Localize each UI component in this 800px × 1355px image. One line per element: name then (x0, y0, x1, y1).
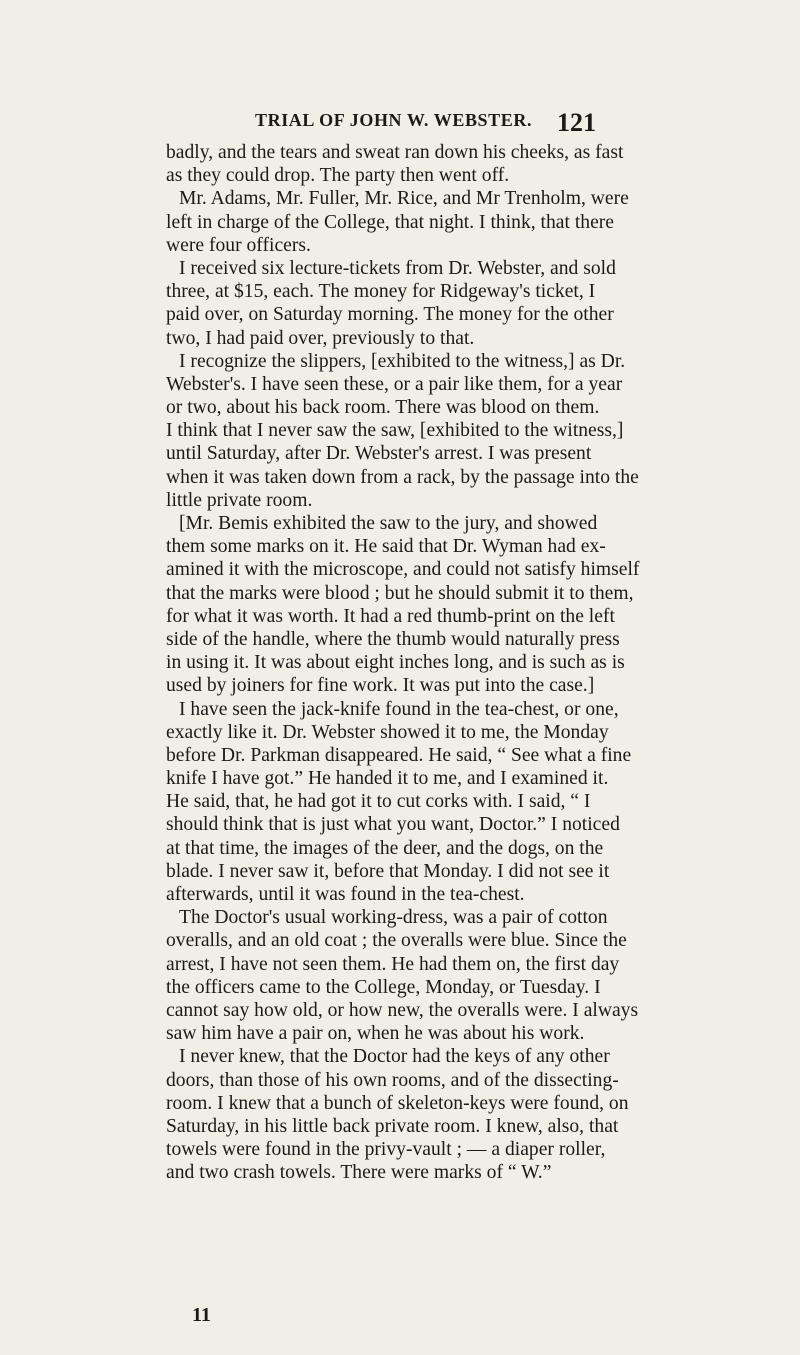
text-line: left in charge of the College, that night. I think, that there (166, 211, 614, 233)
text-line: room. I knew that a bunch of skeleton-keys were found, on (166, 1092, 629, 1114)
text-line: two, I had paid over, previously to that. (166, 327, 475, 349)
text-line: doors, than those of his own rooms, and of the dissecting- (166, 1069, 619, 1091)
text-line: knife I have got.” He handed it to me, and I examined it. (166, 768, 609, 790)
running-head (0, 108, 800, 138)
text-line: paid over, on Saturday morning. The money for the other (166, 304, 614, 326)
text-line: I received six lecture-tickets from Dr. Webster, and sold (179, 257, 616, 279)
body-text (166, 141, 652, 1184)
text-line: blade. I never saw it, before that Monday. I did not see it (166, 860, 610, 882)
text-line: Saturday, in his little back private room. I knew, also, that (166, 1115, 619, 1137)
text-line: exactly like it. Dr. Webster showed it to me, the Monday (166, 721, 609, 743)
text-line: them some marks on it. He said that Dr. Wyman had ex- (166, 536, 606, 558)
text-line: I think that I never saw the saw, [exhibited to the witness,] (166, 420, 624, 442)
text-line: used by joiners for fine work. It was put into the case.] (166, 675, 595, 697)
text-line: little private room. (166, 489, 313, 511)
text-line: three, at $15, each. The money for Ridgeway's ticket, I (166, 281, 596, 303)
text-line: or two, about his back room. There was blood on them. (166, 397, 600, 419)
text-line: in using it. It was about eight inches long, and is such as is (166, 652, 625, 674)
text-line: Mr. Adams, Mr. Fuller, Mr. Rice, and Mr Trenholm, were (179, 188, 629, 210)
text-line: overalls, and an old coat ; the overalls were blue. Since the (166, 930, 627, 952)
text-line: The Doctor's usual working-dress, was a pair of cotton (179, 907, 608, 929)
text-line: badly, and the tears and sweat ran down his cheeks, as fast (166, 142, 624, 163)
text-line: He said, that, he had got it to cut corks with. I said, “ I (166, 791, 591, 813)
text-line: for what it was worth. It had a red thumb-print on the left (166, 605, 615, 627)
text-line: I never knew, that the Doctor had the keys of any other (179, 1046, 610, 1068)
text-line: I have seen the jack-knife found in the tea-chest, or one, (179, 698, 619, 720)
text-line: when it was taken down from a rack, by the passage into the (166, 466, 639, 488)
signature-mark: 11 (192, 1304, 211, 1326)
text-line: the officers came to the College, Monday, or Tuesday. I (166, 976, 601, 998)
text-line: until Saturday, after Dr. Webster's arrest. I was present (166, 443, 592, 465)
text-line: should think that is just what you want, Doctor.” I noticed (166, 814, 620, 836)
text-line: cannot say how old, or how new, the overalls were. I always (166, 999, 639, 1021)
text-line: at that time, the images of the deer, and the dogs, on the (166, 837, 604, 859)
text-line: and two crash towels. There were marks of “ W.” (166, 1162, 552, 1184)
text-line: as they could drop. The party then went off. (166, 165, 510, 187)
text-line: towels were found in the privy-vault ; — a diaper roller, (166, 1139, 606, 1161)
running-title: TRIAL OF JOHN W. WEBSTER. (255, 110, 533, 130)
text-line: arrest, I have not seen them. He had them on, the first day (166, 953, 620, 975)
text-line: [Mr. Bemis exhibited the saw to the jury, and showed (179, 513, 598, 534)
text-line: side of the handle, where the thumb would naturally press (166, 628, 620, 650)
text-line: amined it with the microscope, and could not satisfy himself (166, 559, 640, 581)
text-line: afterwards, until it was found in the tea-chest. (166, 884, 525, 905)
text-line: that the marks were blood ; but he should submit it to them, (166, 582, 634, 604)
text-line: before Dr. Parkman disappeared. He said, “ See what a fine (166, 744, 632, 766)
text-line: saw him have a pair on, when he was about his work. (166, 1023, 585, 1045)
text-line: Webster's. I have seen these, or a pair like them, for a year (166, 373, 623, 395)
page-number: 121 (557, 108, 596, 137)
text-line: were four officers. (166, 234, 311, 256)
text-line: I recognize the slippers, [exhibited to the witness,] as Dr. (179, 350, 626, 372)
